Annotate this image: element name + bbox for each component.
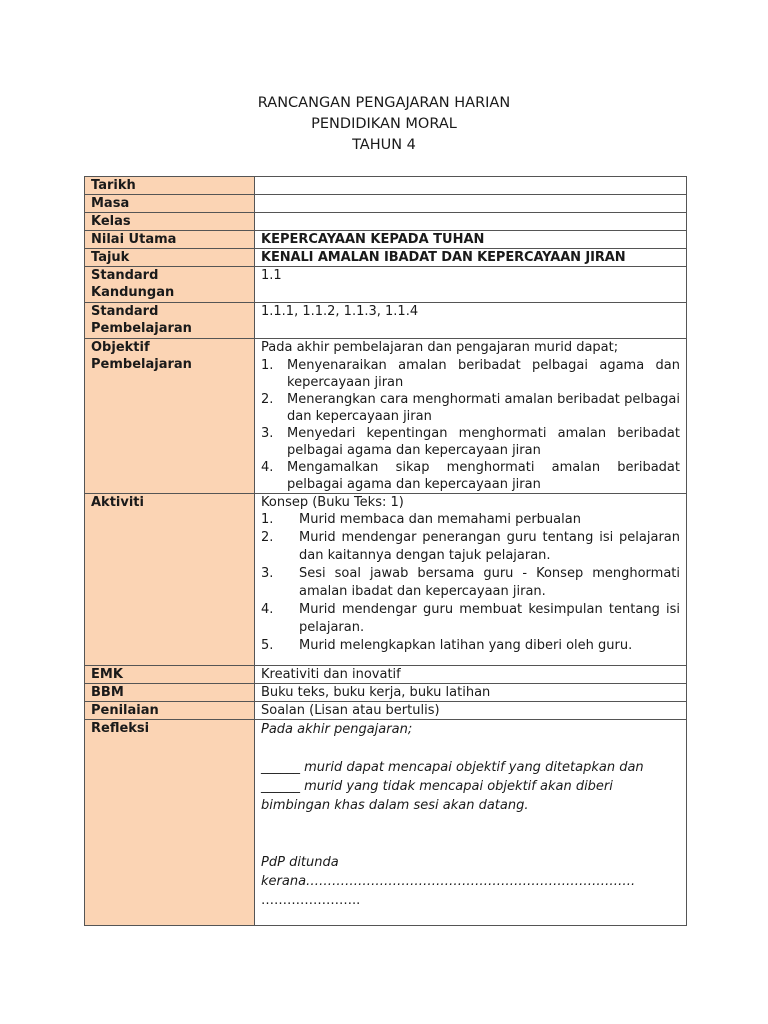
objektif-text: Menerangkan cara menghormati amalan beribadat pelbagai dan kepercayaan jiran [287,392,680,424]
objektif-text: Menyenaraikan amalan beribadat pelbagai agama dan kepercayaan jiran [287,358,680,390]
list-item [261,637,680,655]
label-objektif-1: Objektif [91,340,150,355]
label-aktiviti: Aktiviti [85,494,255,666]
row-aktiviti [85,494,687,666]
label-objektif-2: Pembelajaran [91,357,192,372]
row-standard-pembelajaran [85,303,687,339]
objektif-intro: Pada akhir pembelajaran dan pengajaran murid dapat; [261,340,619,355]
label-standard-kandungan-1: Standard [91,268,159,283]
value-tajuk: KENALI AMALAN IBADAT DAN KEPERCAYAAN JIRAN [255,249,687,267]
objektif-text: Mengamalkan sikap menghormati amalan beribadat pelbagai agama dan kepercayaan jiran [287,460,680,492]
list-item [261,425,680,459]
value-tarikh [255,177,687,195]
refleksi-line-6: kerana…………………………………………………………………. [261,874,636,889]
row-nilai-utama [85,231,687,249]
label-refleksi: Refleksi [85,720,255,926]
label-tarikh: Tarikh [85,177,255,195]
row-masa [85,195,687,213]
aktiviti-text: Murid melengkapkan latihan yang diberi oleh guru. [299,638,633,653]
value-standard-kandungan: 1.1 [255,267,687,303]
title-line-2: PENDIDIKAN MORAL [311,116,457,132]
objektif-text: Menyedari kepentingan menghormati amalan beribadat pelbagai agama dan kepercayaan jiran [287,426,680,458]
value-objektif [255,339,687,494]
label-nilai-utama: Nilai Utama [85,231,255,249]
list-item [261,391,680,425]
title-line-1: RANCANGAN PENGAJARAN HARIAN [257,95,511,111]
document-title [0,93,768,156]
value-emk: Kreativiti dan inovatif [255,666,687,684]
aktiviti-list [261,511,680,655]
objektif-num: 1. [261,358,274,373]
refleksi-line-4: bimbingan khas dalam sesi akan datang. [261,798,529,813]
aktiviti-text: Murid mendengar guru membuat kesimpulan tentang isi pelajaran. [299,602,680,635]
value-bbm: Buku teks, buku kerja, buku latihan [255,684,687,702]
objektif-num: 2. [261,392,274,407]
aktiviti-num: 1. [261,512,274,527]
row-refleksi [85,720,687,926]
aktiviti-intro: Konsep (Buku Teks: 1) [261,495,404,510]
list-item [261,529,680,565]
title-line-3: TAHUN 4 [352,137,416,153]
objektif-list [261,357,680,493]
label-tajuk: Tajuk [85,249,255,267]
list-item [261,357,680,391]
aktiviti-num: 4. [261,602,274,617]
refleksi-line-7: ………………….. [261,893,361,908]
row-kelas [85,213,687,231]
row-objektif [85,339,687,494]
label-standard-pembelajaran [85,303,255,339]
label-penilaian: Penilaian [85,702,255,720]
value-masa [255,195,687,213]
objektif-num: 3. [261,426,274,441]
label-kelas: Kelas [85,213,255,231]
row-tajuk [85,249,687,267]
value-standard-pembelajaran: 1.1.1, 1.1.2, 1.1.3, 1.1.4 [255,303,687,339]
label-standard-pembelajaran-1: Standard [91,304,159,319]
aktiviti-text: Sesi soal jawab bersama guru - Konsep menghormati amalan ibadat dan kepercayaan jiran. [299,566,680,599]
list-item [261,601,680,637]
value-nilai-utama: KEPERCAYAAN KEPADA TUHAN [255,231,687,249]
lesson-plan-table [84,176,687,926]
value-aktiviti [255,494,687,666]
row-tarikh [85,177,687,195]
label-objektif [85,339,255,494]
list-item [261,565,680,601]
label-standard-kandungan-2: Kandungan [91,285,175,300]
list-item [261,511,680,529]
list-item [261,459,680,493]
row-penilaian [85,702,687,720]
row-bbm [85,684,687,702]
label-emk: EMK [85,666,255,684]
refleksi-line-1: Pada akhir pengajaran; [261,722,413,737]
row-standard-kandungan [85,267,687,303]
value-penilaian: Soalan (Lisan atau bertulis) [255,702,687,720]
value-kelas [255,213,687,231]
aktiviti-num: 2. [261,530,274,545]
label-standard-pembelajaran-2: Pembelajaran [91,321,192,336]
refleksi-line-5: PdP ditunda [261,855,339,870]
aktiviti-text: Murid membaca dan memahami perbualan [299,512,581,527]
label-masa: Masa [85,195,255,213]
row-emk [85,666,687,684]
aktiviti-text: Murid mendengar penerangan guru tentang isi pelajaran dan kaitannya dengan tajuk pelajaran. [299,530,680,563]
refleksi-line-2: ______ murid dapat mencapai objektif yang ditetapkan dan [261,760,644,775]
aktiviti-num: 5. [261,638,274,653]
refleksi-line-3: ______ murid yang tidak mencapai objektif akan diberi [261,779,613,794]
label-bbm: BBM [85,684,255,702]
value-refleksi [255,720,687,926]
aktiviti-num: 3. [261,566,274,581]
label-standard-kandungan [85,267,255,303]
objektif-num: 4. [261,460,274,475]
